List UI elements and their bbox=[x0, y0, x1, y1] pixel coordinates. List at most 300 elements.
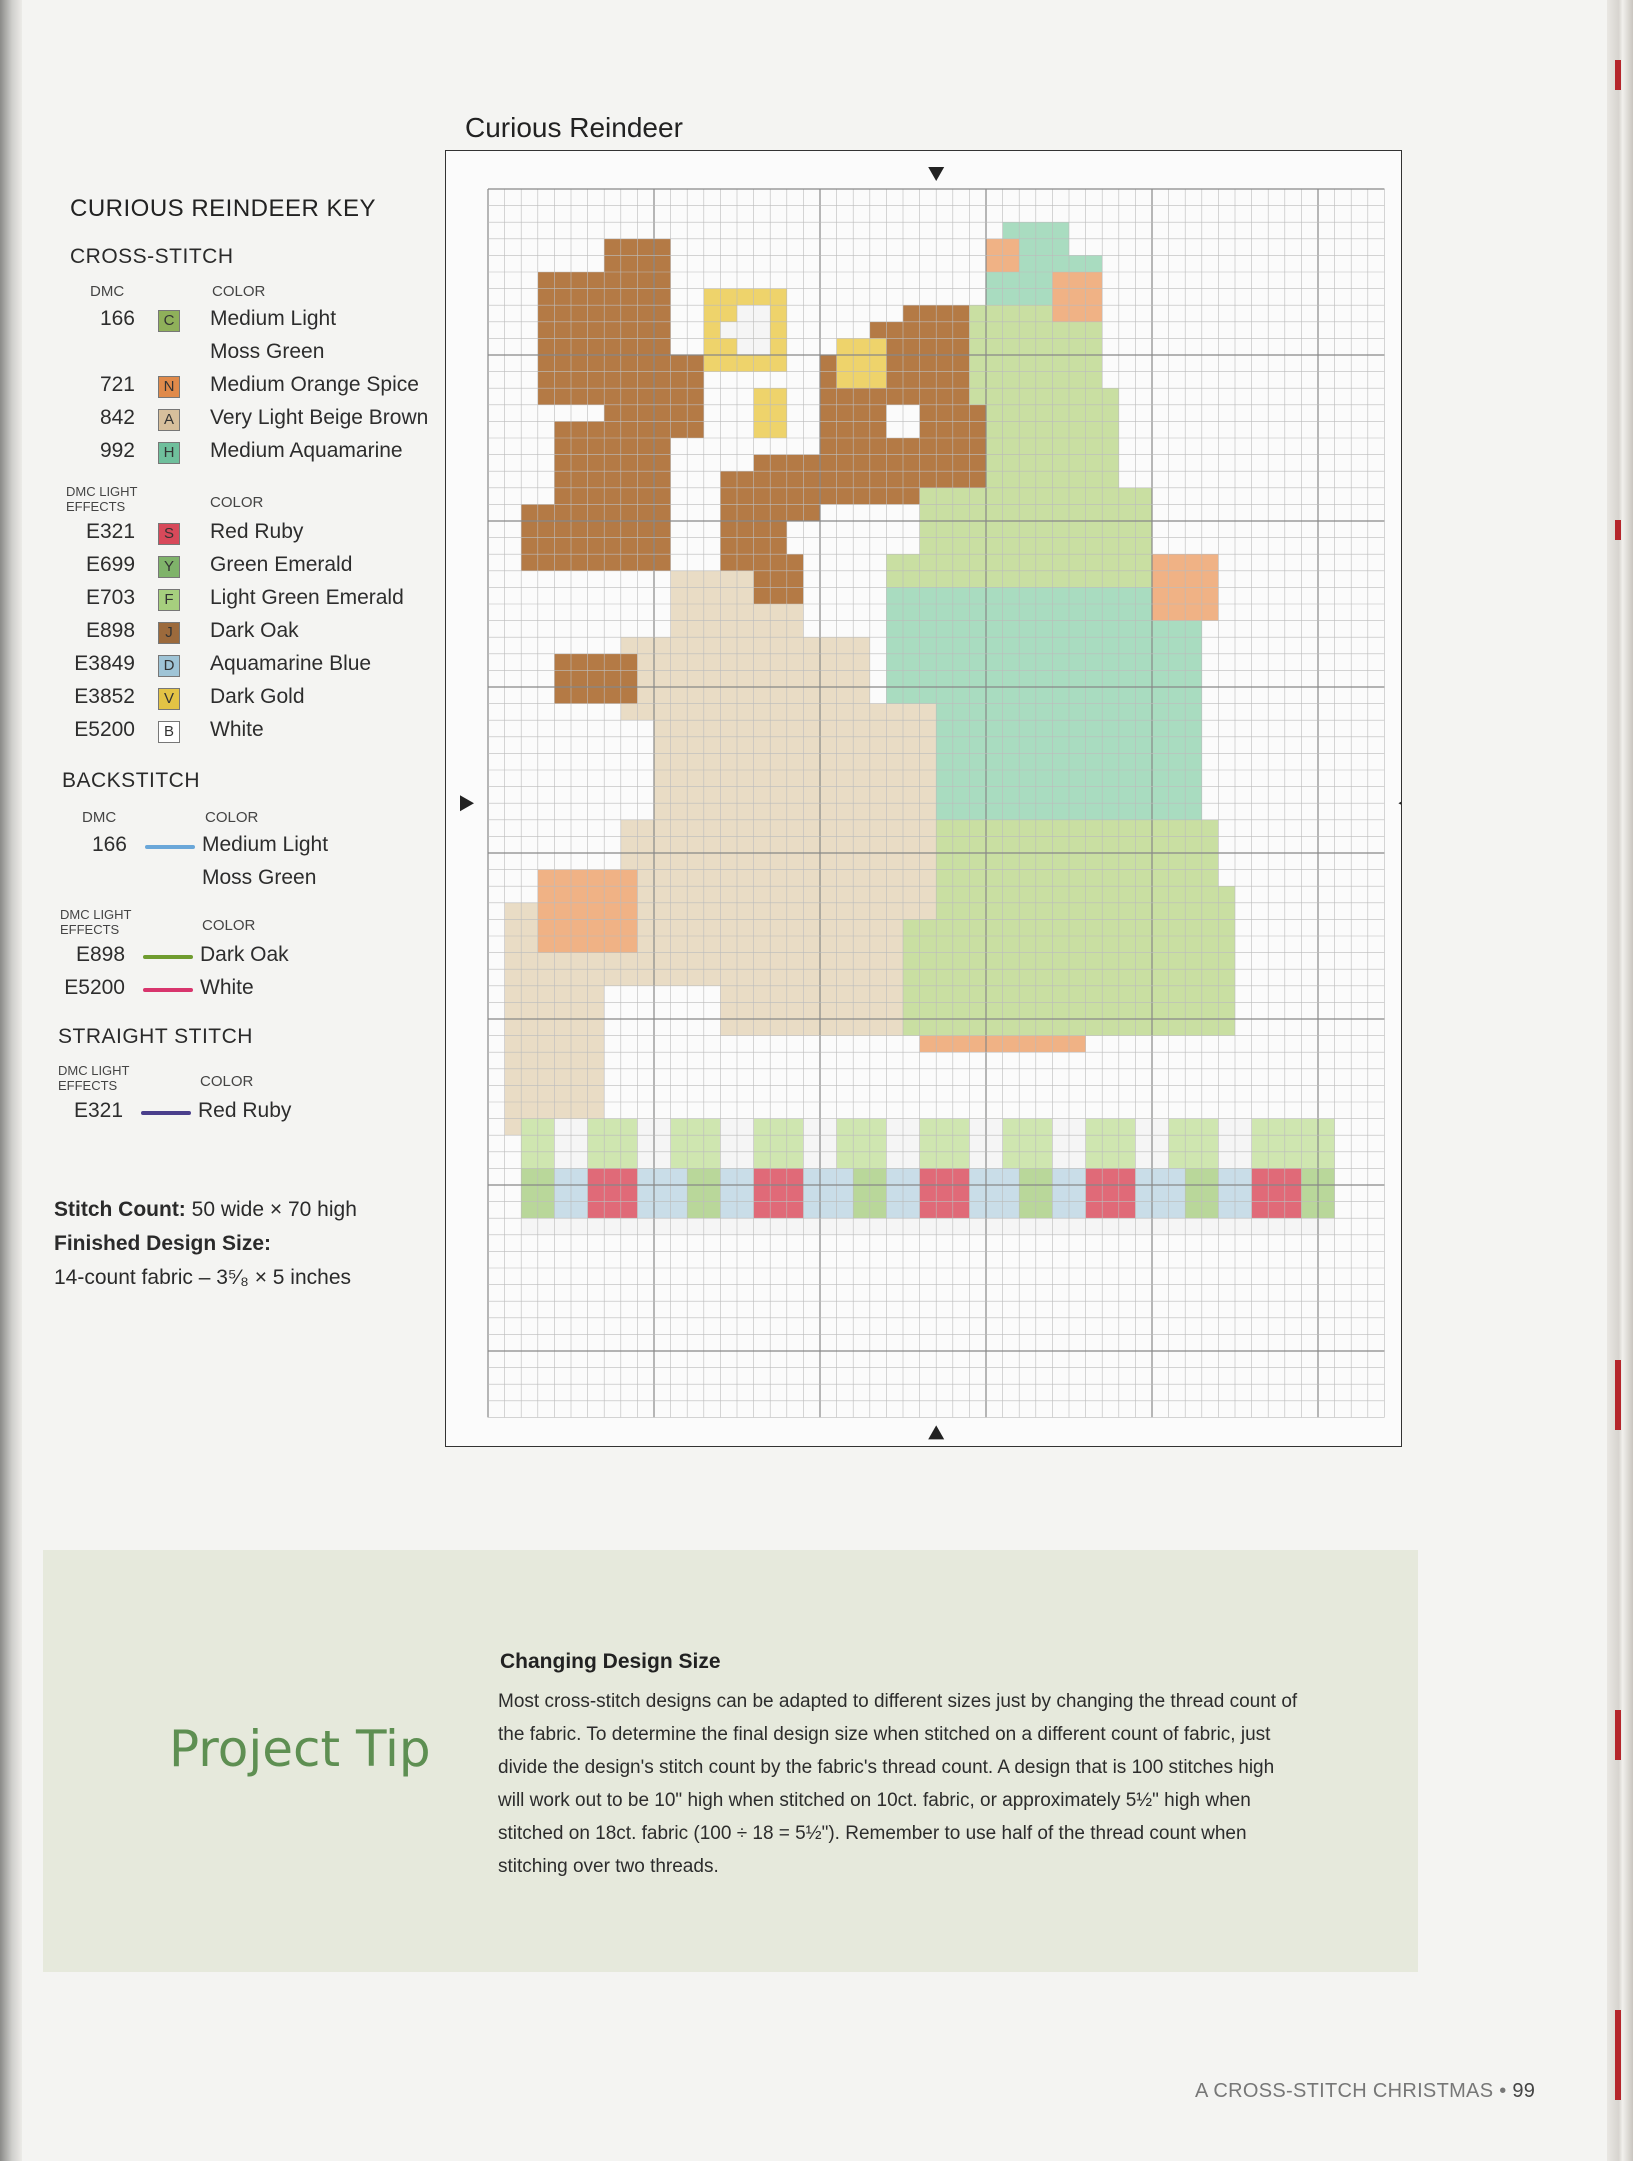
stitch-cell bbox=[754, 1019, 771, 1036]
stitch-cell bbox=[554, 886, 571, 903]
stitch-cell bbox=[571, 438, 588, 455]
stitch-cell bbox=[754, 587, 771, 604]
stitch-cell bbox=[886, 753, 903, 770]
color-name: Medium Light bbox=[210, 307, 337, 330]
stitch-cell bbox=[837, 355, 854, 372]
stitch-cell bbox=[1069, 571, 1086, 588]
stitch-cell bbox=[521, 1202, 538, 1219]
stitch-cell bbox=[969, 787, 986, 804]
stitch-cell bbox=[969, 1202, 986, 1219]
stitch-cell bbox=[837, 637, 854, 654]
stitch-cell bbox=[1069, 737, 1086, 754]
project-tip-label: Project Tip bbox=[169, 1720, 431, 1778]
stitch-cell bbox=[853, 853, 870, 870]
stitch-cell bbox=[969, 488, 986, 505]
stitch-cell bbox=[1003, 1152, 1020, 1169]
stitch-cell bbox=[571, 488, 588, 505]
stitch-cell bbox=[1003, 521, 1020, 538]
stitch-cell bbox=[969, 421, 986, 438]
symbol-swatch: H bbox=[158, 442, 180, 464]
stitch-cell bbox=[920, 554, 937, 571]
stitch-cell bbox=[671, 1152, 688, 1169]
stitch-cell bbox=[1135, 969, 1152, 986]
stitch-cell bbox=[1301, 1218, 1318, 1235]
stitch-cell bbox=[554, 372, 571, 389]
stitch-cell bbox=[571, 654, 588, 671]
stitch-cell bbox=[1135, 621, 1152, 638]
stitch-cell bbox=[920, 604, 937, 621]
stitch-cell bbox=[986, 919, 1003, 936]
stitch-cell bbox=[920, 687, 937, 704]
stitch-cell bbox=[1036, 803, 1053, 820]
stitch-cell bbox=[820, 1002, 837, 1019]
stitch-cell bbox=[886, 704, 903, 721]
stitch-cell bbox=[1052, 803, 1069, 820]
stitch-cell bbox=[1003, 637, 1020, 654]
stitch-cell bbox=[538, 1002, 555, 1019]
stitch-cell bbox=[837, 737, 854, 754]
stitch-cell bbox=[820, 953, 837, 970]
stitch-cell bbox=[969, 587, 986, 604]
stitch-cell bbox=[571, 504, 588, 521]
stitch-cell bbox=[704, 1152, 721, 1169]
stitch-cell bbox=[1169, 886, 1186, 903]
stitch-cell bbox=[588, 654, 605, 671]
stitch-cell bbox=[671, 355, 688, 372]
stitch-cell bbox=[654, 870, 671, 887]
stitch-cell bbox=[737, 737, 754, 754]
stitch-cell bbox=[571, 455, 588, 472]
stitch-cell bbox=[820, 1202, 837, 1219]
stitch-cell bbox=[853, 1002, 870, 1019]
stitch-cell bbox=[1169, 1168, 1186, 1185]
stitch-cell bbox=[886, 770, 903, 787]
stitch-cell bbox=[554, 1052, 571, 1069]
symbol-swatch: S bbox=[158, 523, 180, 545]
stitch-cell bbox=[886, 870, 903, 887]
stitch-cell bbox=[621, 1119, 638, 1136]
stitch-cell bbox=[621, 1168, 638, 1185]
stitch-cell bbox=[554, 870, 571, 887]
stitch-cell bbox=[1036, 654, 1053, 671]
dmc-number: E699 bbox=[85, 553, 135, 576]
stitch-cell bbox=[1268, 1218, 1285, 1235]
stitch-cell bbox=[1036, 554, 1053, 571]
stitch-cell bbox=[754, 770, 771, 787]
stitch-cell bbox=[820, 388, 837, 405]
stitch-cell bbox=[803, 1002, 820, 1019]
stitch-cell bbox=[1202, 836, 1219, 853]
stitch-cell bbox=[1036, 305, 1053, 322]
stitch-cell bbox=[1069, 587, 1086, 604]
stitch-cell bbox=[986, 322, 1003, 339]
stitch-cell bbox=[637, 405, 654, 422]
stitch-cell bbox=[1135, 670, 1152, 687]
stitch-cell bbox=[1019, 1218, 1036, 1235]
stitch-cell bbox=[953, 986, 970, 1003]
color-name: Aquamarine Blue bbox=[210, 652, 372, 675]
stitch-cell bbox=[886, 1168, 903, 1185]
stitch-count-label: Stitch Count: bbox=[54, 1198, 186, 1221]
stitch-cell bbox=[936, 372, 953, 389]
stitch-cell bbox=[637, 853, 654, 870]
stitch-cell bbox=[737, 969, 754, 986]
stitch-cell bbox=[1086, 521, 1103, 538]
stitch-cell bbox=[588, 1152, 605, 1169]
stitch-cell bbox=[1202, 554, 1219, 571]
stitch-cell bbox=[654, 355, 671, 372]
stitch-cell bbox=[621, 255, 638, 272]
stitch-cell bbox=[1003, 604, 1020, 621]
stitch-cell bbox=[654, 1152, 671, 1169]
stitch-cell bbox=[1003, 305, 1020, 322]
stitch-cell bbox=[637, 554, 654, 571]
stitch-cell bbox=[654, 836, 671, 853]
stitch-cell bbox=[1169, 554, 1186, 571]
stitch-cell bbox=[554, 488, 571, 505]
key-row bbox=[50, 553, 450, 585]
stitch-cell bbox=[1052, 903, 1069, 920]
stitch-cell bbox=[1069, 1036, 1086, 1053]
stitch-cell bbox=[787, 853, 804, 870]
stitch-cell bbox=[571, 919, 588, 936]
stitch-cell bbox=[903, 1202, 920, 1219]
stitch-cell bbox=[1069, 322, 1086, 339]
stitch-cell bbox=[554, 521, 571, 538]
stitch-cell bbox=[1185, 720, 1202, 737]
stitch-cell bbox=[1218, 903, 1235, 920]
stitch-cell bbox=[886, 969, 903, 986]
stitch-cell bbox=[886, 1002, 903, 1019]
stitch-cell bbox=[920, 787, 937, 804]
stitch-cell bbox=[1003, 903, 1020, 920]
light-effects-head: DMC LIGHT EFFECTS bbox=[58, 1063, 130, 1093]
stitch-cell bbox=[538, 1185, 555, 1202]
stitch-cell bbox=[720, 986, 737, 1003]
stitch-cell bbox=[820, 770, 837, 787]
stitch-cell bbox=[754, 305, 771, 322]
stitch-cell bbox=[637, 455, 654, 472]
stitch-cell bbox=[903, 986, 920, 1003]
stitch-cell bbox=[1036, 870, 1053, 887]
stitch-cell bbox=[687, 969, 704, 986]
stitch-cell bbox=[886, 1135, 903, 1152]
stitch-cell bbox=[754, 338, 771, 355]
stitch-cell bbox=[505, 1052, 522, 1069]
stitch-cell bbox=[969, 886, 986, 903]
stitch-cell bbox=[936, 753, 953, 770]
stitch-cell bbox=[1019, 1002, 1036, 1019]
stitch-cell bbox=[803, 670, 820, 687]
stitch-cell bbox=[903, 338, 920, 355]
stitch-cell bbox=[571, 903, 588, 920]
stitch-cell bbox=[803, 637, 820, 654]
stitch-cell bbox=[654, 305, 671, 322]
stitch-cell bbox=[903, 571, 920, 588]
stitch-cell bbox=[737, 471, 754, 488]
stitch-cell bbox=[1135, 654, 1152, 671]
page-edge-right bbox=[1607, 0, 1633, 2161]
stitch-cell bbox=[920, 538, 937, 555]
stitch-cell bbox=[986, 405, 1003, 422]
stitch-cell bbox=[1052, 953, 1069, 970]
stitch-cell bbox=[1135, 919, 1152, 936]
stitch-cell bbox=[737, 1119, 754, 1136]
stitch-cell bbox=[1202, 1135, 1219, 1152]
stitch-cell bbox=[903, 670, 920, 687]
stitch-cell bbox=[969, 870, 986, 887]
stitch-cell bbox=[1102, 886, 1119, 903]
stitch-cell bbox=[1218, 1019, 1235, 1036]
stitch-cell bbox=[1019, 1185, 1036, 1202]
stitch-cell bbox=[1252, 1168, 1269, 1185]
stitch-cell bbox=[1202, 986, 1219, 1003]
stitch-cell bbox=[1003, 421, 1020, 438]
stitch-cell bbox=[588, 305, 605, 322]
stitch-cell bbox=[621, 338, 638, 355]
stitch-cell bbox=[1169, 654, 1186, 671]
straight-stitch-line bbox=[141, 1111, 191, 1115]
stitch-cell bbox=[671, 388, 688, 405]
stitch-cell bbox=[687, 737, 704, 754]
stitch-cell bbox=[920, 372, 937, 389]
stitch-cell bbox=[538, 936, 555, 953]
stitch-cell bbox=[1086, 753, 1103, 770]
stitch-cell bbox=[1019, 936, 1036, 953]
stitch-cell bbox=[803, 1202, 820, 1219]
stitch-cell bbox=[737, 1152, 754, 1169]
stitch-cell bbox=[886, 1119, 903, 1136]
stitch-cell bbox=[1086, 504, 1103, 521]
stitch-cell bbox=[538, 870, 555, 887]
stitch-cell bbox=[853, 1168, 870, 1185]
stitch-cell bbox=[704, 1218, 721, 1235]
stitch-cell bbox=[803, 969, 820, 986]
stitch-cell bbox=[1119, 488, 1136, 505]
stitch-cell bbox=[1019, 222, 1036, 239]
stitch-cell bbox=[687, 953, 704, 970]
stitch-cell bbox=[654, 521, 671, 538]
stitch-cell bbox=[654, 239, 671, 256]
stitch-cell bbox=[986, 687, 1003, 704]
stitch-cell bbox=[687, 770, 704, 787]
key-row-continued bbox=[42, 866, 442, 898]
stitch-cell bbox=[953, 355, 970, 372]
stitch-cell bbox=[936, 1168, 953, 1185]
stitch-cell bbox=[621, 504, 638, 521]
stitch-cell bbox=[571, 1069, 588, 1086]
stitch-cell bbox=[654, 405, 671, 422]
stitch-cell bbox=[969, 372, 986, 389]
stitch-cell bbox=[1036, 853, 1053, 870]
stitch-cell bbox=[1252, 1152, 1269, 1169]
stitch-cell bbox=[754, 405, 771, 422]
stitch-cell bbox=[1003, 787, 1020, 804]
stitch-cell bbox=[953, 305, 970, 322]
stitch-cell bbox=[969, 687, 986, 704]
stitch-cell bbox=[1135, 571, 1152, 588]
stitch-cell bbox=[953, 1135, 970, 1152]
stitch-cell bbox=[1152, 1168, 1169, 1185]
stitch-cell bbox=[920, 1152, 937, 1169]
stitch-cell bbox=[737, 1218, 754, 1235]
stitch-cell bbox=[720, 969, 737, 986]
stitch-cell bbox=[720, 1002, 737, 1019]
dmc-number: E5200 bbox=[74, 718, 135, 741]
stitch-cell bbox=[1036, 372, 1053, 389]
stitch-cell bbox=[1218, 1168, 1235, 1185]
stitch-cell bbox=[687, 919, 704, 936]
stitch-cell bbox=[1003, 1168, 1020, 1185]
stitch-cell bbox=[1052, 737, 1069, 754]
stitch-cell bbox=[986, 521, 1003, 538]
stitch-cell bbox=[1119, 936, 1136, 953]
stitch-cell bbox=[903, 471, 920, 488]
stitch-cell bbox=[704, 654, 721, 671]
stitch-cell bbox=[969, 986, 986, 1003]
stitch-cell bbox=[1036, 621, 1053, 638]
stitch-cell bbox=[538, 1052, 555, 1069]
stitch-cell bbox=[704, 587, 721, 604]
stitch-cell bbox=[1102, 737, 1119, 754]
stitch-cell bbox=[1119, 621, 1136, 638]
stitch-cell bbox=[1003, 355, 1020, 372]
stitch-cell bbox=[1086, 903, 1103, 920]
stitch-cell bbox=[654, 471, 671, 488]
stitch-cell bbox=[787, 737, 804, 754]
stitch-cell bbox=[604, 1185, 621, 1202]
stitch-cell bbox=[787, 1135, 804, 1152]
stitch-cell bbox=[554, 455, 571, 472]
stitch-cell bbox=[903, 1019, 920, 1036]
stitch-cell bbox=[671, 969, 688, 986]
dmc-number: E703 bbox=[85, 586, 135, 609]
stitch-cell bbox=[1086, 986, 1103, 1003]
stitch-cell bbox=[637, 936, 654, 953]
stitch-cell bbox=[920, 1119, 937, 1136]
stitch-cell bbox=[1003, 255, 1020, 272]
stitch-cell bbox=[588, 521, 605, 538]
stitch-cell bbox=[637, 836, 654, 853]
stitch-cell bbox=[1019, 870, 1036, 887]
stitch-cell bbox=[837, 969, 854, 986]
stitch-cell bbox=[754, 1202, 771, 1219]
stitch-cell bbox=[953, 504, 970, 521]
stitch-cell bbox=[1003, 322, 1020, 339]
stitch-cell bbox=[1003, 571, 1020, 588]
stitch-cell bbox=[886, 720, 903, 737]
stitch-cell bbox=[1135, 787, 1152, 804]
stitch-cell bbox=[1086, 538, 1103, 555]
stitch-cell bbox=[1036, 538, 1053, 555]
stitch-cell bbox=[1069, 953, 1086, 970]
stitch-cell bbox=[787, 571, 804, 588]
stitch-cell bbox=[770, 471, 787, 488]
stitch-cell bbox=[1019, 604, 1036, 621]
stitch-cell bbox=[754, 538, 771, 555]
stitch-cell bbox=[1119, 521, 1136, 538]
stitch-cell bbox=[704, 936, 721, 953]
stitch-cell bbox=[837, 1019, 854, 1036]
stitch-cell bbox=[571, 1185, 588, 1202]
stitch-cell bbox=[1135, 704, 1152, 721]
stitch-cell bbox=[754, 1002, 771, 1019]
stitch-cell bbox=[1185, 621, 1202, 638]
stitch-cell bbox=[1019, 239, 1036, 256]
stitch-cell bbox=[787, 1185, 804, 1202]
stitch-cell bbox=[820, 372, 837, 389]
stitch-cell bbox=[953, 372, 970, 389]
stitch-cell bbox=[770, 1218, 787, 1235]
stitch-cell bbox=[787, 1202, 804, 1219]
stitch-cell bbox=[920, 936, 937, 953]
stitch-cell bbox=[637, 322, 654, 339]
stitch-cell bbox=[654, 338, 671, 355]
stitch-cell bbox=[870, 936, 887, 953]
stitch-cell bbox=[588, 1185, 605, 1202]
stitch-cell bbox=[870, 1218, 887, 1235]
stitch-cell bbox=[1019, 1135, 1036, 1152]
stitch-cell bbox=[1202, 1218, 1219, 1235]
stitch-cell bbox=[571, 870, 588, 887]
stitch-cell bbox=[654, 438, 671, 455]
stitch-cell bbox=[953, 554, 970, 571]
stitch-cell bbox=[803, 886, 820, 903]
stitch-cell bbox=[1003, 919, 1020, 936]
stitch-cell bbox=[1003, 372, 1020, 389]
center-arrow-bottom bbox=[928, 1425, 944, 1439]
stitch-cell bbox=[654, 637, 671, 654]
stitch-cell bbox=[803, 903, 820, 920]
color-name: Light Green Emerald bbox=[210, 586, 404, 609]
stitch-cell bbox=[754, 1152, 771, 1169]
stitch-cell bbox=[936, 637, 953, 654]
color-column-head: COLOR bbox=[200, 1073, 254, 1090]
stitch-cell bbox=[571, 1218, 588, 1235]
stitch-cell bbox=[787, 770, 804, 787]
stitch-cell bbox=[571, 372, 588, 389]
stitch-cell bbox=[1069, 455, 1086, 472]
stitch-cell bbox=[687, 604, 704, 621]
stitch-cell bbox=[1152, 986, 1169, 1003]
stitch-cell bbox=[969, 820, 986, 837]
stitch-cell bbox=[1069, 936, 1086, 953]
stitch-cell bbox=[588, 1135, 605, 1152]
stitch-cell bbox=[820, 1168, 837, 1185]
stitch-cell bbox=[803, 770, 820, 787]
stitch-cell bbox=[770, 670, 787, 687]
stitch-cell bbox=[920, 405, 937, 422]
stitch-cell bbox=[1019, 455, 1036, 472]
stitch-cell bbox=[903, 1119, 920, 1136]
stitch-cell bbox=[886, 903, 903, 920]
stitch-cell bbox=[969, 836, 986, 853]
stitch-cell bbox=[521, 1119, 538, 1136]
stitch-cell bbox=[687, 421, 704, 438]
stitch-cell bbox=[754, 504, 771, 521]
stitch-cell bbox=[986, 554, 1003, 571]
stitch-cell bbox=[1185, 554, 1202, 571]
stitch-cell bbox=[853, 1185, 870, 1202]
stitch-cell bbox=[1185, 1119, 1202, 1136]
stitch-cell bbox=[1086, 355, 1103, 372]
stitch-cell bbox=[1036, 571, 1053, 588]
stitch-cell bbox=[870, 836, 887, 853]
stitch-cell bbox=[505, 936, 522, 953]
stitch-cell bbox=[953, 753, 970, 770]
stitch-cell bbox=[1052, 853, 1069, 870]
stitch-cell bbox=[521, 1002, 538, 1019]
